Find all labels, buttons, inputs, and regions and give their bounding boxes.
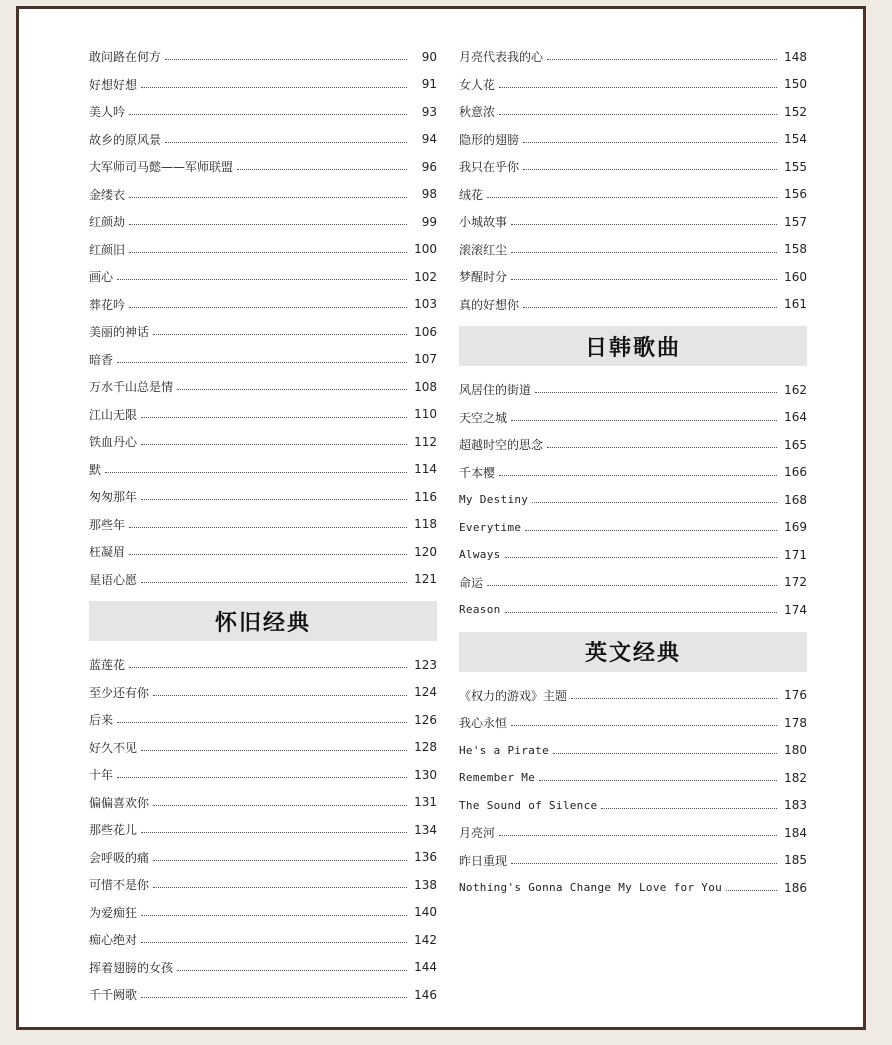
toc-entry [89, 318, 437, 346]
toc-entry-page-number: 99 [421, 214, 437, 229]
toc-entry-page-number: 158 [784, 242, 807, 257]
dot-leader [129, 224, 407, 225]
toc-entry-title: 偏偏喜欢你 [89, 795, 150, 810]
dot-leader [523, 169, 777, 170]
toc-entry-title: 好想好想 [89, 77, 138, 92]
toc-entry [89, 126, 437, 154]
toc-entry-page-number: 106 [414, 324, 437, 339]
toc-entry-page-number: 108 [414, 379, 437, 394]
dot-leader [726, 890, 777, 891]
toc-entry-page-number: 146 [414, 987, 437, 1002]
toc-entry [89, 734, 437, 762]
dot-leader [141, 832, 407, 833]
toc-entry-page-number: 152 [784, 104, 807, 119]
toc-list [459, 376, 807, 624]
dot-leader [487, 585, 777, 586]
toc-entry [89, 538, 437, 566]
dot-leader [117, 722, 407, 723]
toc-entry-title: 女人花 [459, 77, 496, 92]
toc-entry-title: 滚滚红尘 [459, 242, 508, 257]
dot-leader [153, 860, 407, 861]
toc-entry-title: 蓝莲花 [89, 658, 126, 673]
dot-leader [511, 725, 777, 726]
toc-entry [89, 153, 437, 181]
toc-entry [89, 236, 437, 264]
toc-entry [459, 792, 807, 820]
toc-entry-title: 江山无限 [89, 407, 138, 422]
toc-entry [459, 98, 807, 126]
toc-entry [89, 483, 437, 511]
toc-entry-page-number: 107 [414, 352, 437, 367]
dot-leader [505, 557, 777, 558]
dot-leader [129, 554, 407, 555]
toc-entry [459, 709, 807, 737]
toc-entry-title: 昨日重现 [459, 853, 508, 868]
toc-entry-title: 好久不见 [89, 740, 138, 755]
toc-entry-title: 天空之城 [459, 410, 508, 425]
dot-leader [141, 87, 407, 88]
toc-entry-title: 梦醒时分 [459, 270, 508, 285]
toc-entry [89, 181, 437, 209]
dot-leader [511, 224, 777, 225]
toc-entry-page-number: 164 [784, 410, 807, 425]
toc-entry-title: 会呼吸的痛 [89, 850, 150, 865]
toc-entry-page-number: 120 [414, 544, 437, 559]
toc-entry-page-number: 124 [414, 685, 437, 700]
dot-leader [237, 169, 407, 170]
toc-entry [89, 291, 437, 319]
dot-leader [141, 997, 407, 998]
toc-entry-page-number: 94 [421, 132, 437, 147]
toc-entry-title: 暗香 [89, 352, 114, 367]
toc-entry-title: 绒花 [459, 187, 484, 202]
toc-entry-page-number: 168 [784, 492, 807, 507]
toc-entry-page-number: 116 [414, 489, 437, 504]
toc-entry-page-number: 166 [784, 465, 807, 480]
page-frame [16, 6, 866, 1030]
dot-leader [129, 667, 407, 668]
toc-entry [459, 874, 807, 902]
toc-entry-page-number: 103 [414, 297, 437, 312]
toc-entry-page-number: 102 [414, 269, 437, 284]
toc-entry-page-number: 138 [414, 877, 437, 892]
toc-entry-page-number: 182 [784, 770, 807, 785]
dot-leader [499, 835, 777, 836]
toc-entry-title: 可惜不是你 [89, 878, 150, 893]
dot-leader [553, 753, 777, 754]
toc-entry-page-number: 93 [421, 104, 437, 119]
dot-leader [141, 499, 407, 500]
toc-entry [89, 71, 437, 99]
toc-entry-page-number: 100 [414, 242, 437, 257]
section-heading-nostalgia: 怀旧经典 [89, 601, 437, 641]
toc-entry-title: 我心永恒 [459, 716, 508, 731]
toc-entry-page-number: 128 [414, 740, 437, 755]
dot-leader [165, 142, 407, 143]
toc-entry-page-number: 160 [784, 269, 807, 284]
dot-leader [177, 970, 407, 971]
toc-entry-title: 万水千山总是情 [89, 380, 174, 395]
toc-entry-title: 月亮河 [459, 826, 496, 841]
dot-leader [141, 444, 407, 445]
toc-entry-title: 红颜旧 [89, 242, 126, 257]
dot-leader [105, 472, 407, 473]
toc-entry [89, 871, 437, 899]
toc-entry-page-number: 148 [784, 49, 807, 64]
toc-entry [89, 789, 437, 817]
toc-entry-title: 真的好想你 [459, 297, 520, 312]
dot-leader [487, 197, 777, 198]
toc-entry-title: 葬花吟 [89, 297, 126, 312]
toc-entry-page-number: 154 [784, 132, 807, 147]
toc-entry-title: 风居住的街道 [459, 383, 532, 398]
toc-entry [89, 401, 437, 429]
toc-entry-page-number: 165 [784, 437, 807, 452]
toc-entry-page-number: 121 [414, 572, 437, 587]
dot-leader [117, 362, 407, 363]
toc-entry-title: 画心 [89, 270, 114, 285]
toc-entry-title: 那些年 [89, 517, 126, 532]
toc-entry [89, 428, 437, 456]
toc-entry-title: Everytime [459, 520, 522, 534]
toc-entry [459, 541, 807, 569]
dot-leader [141, 942, 407, 943]
toc-entry [459, 263, 807, 291]
toc-entry [89, 706, 437, 734]
toc-entry-page-number: 176 [784, 688, 807, 703]
dot-leader [141, 750, 407, 751]
toc-entry-title: 美丽的神话 [89, 325, 150, 340]
toc-entry [89, 816, 437, 844]
toc-entry-title: 千本樱 [459, 465, 496, 480]
dot-leader [499, 475, 777, 476]
toc-entry-title: 后来 [89, 713, 114, 728]
toc-entry-title: The Sound of Silence [459, 798, 598, 812]
dot-leader [177, 389, 407, 390]
toc-entry-title: 星语心愿 [89, 572, 138, 587]
toc-entry-title: Remember Me [459, 771, 536, 785]
toc-entry-page-number: 140 [414, 905, 437, 920]
dot-leader [153, 887, 407, 888]
dot-leader [141, 417, 407, 418]
toc-entry [459, 764, 807, 792]
toc-entry [459, 376, 807, 404]
toc-entry [89, 98, 437, 126]
toc-entry-page-number: 90 [421, 49, 437, 64]
dot-leader [129, 114, 407, 115]
toc-entry [459, 126, 807, 154]
toc-entry-page-number: 123 [414, 657, 437, 672]
toc-entry [459, 682, 807, 710]
dot-leader [571, 698, 777, 699]
toc-list [459, 43, 807, 318]
toc-entry [459, 737, 807, 765]
toc-entry-title: 故乡的原风景 [89, 132, 162, 147]
toc-entry [459, 459, 807, 487]
toc-entry-title: 超越时空的思念 [459, 438, 544, 453]
toc-entry [89, 346, 437, 374]
toc-entry-page-number: 114 [414, 462, 437, 477]
dot-leader [547, 59, 777, 60]
toc-entry-page-number: 134 [414, 822, 437, 837]
dot-leader [535, 392, 777, 393]
section-heading-english: 英文经典 [459, 632, 807, 672]
toc-entry [459, 236, 807, 264]
toc-right-column [459, 43, 807, 902]
toc-entry [459, 514, 807, 542]
toc-list [89, 651, 437, 1009]
toc-entry-title: 枉凝眉 [89, 545, 126, 560]
toc-entry-page-number: 130 [414, 767, 437, 782]
dot-leader [511, 863, 777, 864]
toc-entry-page-number: 118 [414, 517, 437, 532]
toc-entry-page-number: 162 [784, 382, 807, 397]
toc-entry [89, 43, 437, 71]
toc-entry [459, 181, 807, 209]
toc-entry-title: 秋意浓 [459, 105, 496, 120]
toc-entry-title: Nothing's Gonna Change My Love for You [459, 881, 723, 895]
toc-entry [459, 486, 807, 514]
toc-entry-page-number: 150 [784, 77, 807, 92]
toc-entry-page-number: 178 [784, 715, 807, 730]
dot-leader [511, 420, 777, 421]
toc-entry-title: 命运 [459, 575, 484, 590]
toc-entry-page-number: 110 [414, 407, 437, 422]
dot-leader [547, 447, 777, 448]
toc-entry [89, 651, 437, 679]
toc-entry [89, 954, 437, 982]
toc-entry-title: 至少还有你 [89, 685, 150, 700]
dot-leader [141, 915, 407, 916]
toc-entry-title: 默 [89, 462, 102, 477]
dot-leader [165, 59, 407, 60]
toc-entry-page-number: 174 [784, 602, 807, 617]
toc-entry [459, 71, 807, 99]
toc-entry [89, 981, 437, 1009]
toc-entry-title: He's a Pirate [459, 743, 549, 757]
toc-entry-page-number: 96 [421, 159, 437, 174]
toc-entry [89, 926, 437, 954]
dot-leader [601, 808, 777, 809]
toc-entry-title: 红颜劫 [89, 215, 126, 230]
dot-leader [129, 252, 407, 253]
toc-entry [459, 847, 807, 875]
toc-entry-page-number: 180 [784, 743, 807, 758]
dot-leader [539, 780, 777, 781]
toc-entry-title: 我只在乎你 [459, 160, 520, 175]
toc-entry [89, 679, 437, 707]
dot-leader [499, 87, 777, 88]
toc-entry-title: Always [459, 548, 501, 562]
toc-entry-page-number: 112 [414, 434, 437, 449]
dot-leader [153, 334, 407, 335]
toc-entry-page-number: 126 [414, 712, 437, 727]
toc-entry-title: 月亮代表我的心 [459, 50, 544, 65]
toc-entry [89, 844, 437, 872]
toc-entry-title: My Destiny [459, 493, 529, 507]
toc-entry-page-number: 131 [414, 795, 437, 810]
toc-entry-page-number: 185 [784, 853, 807, 868]
toc-entry-page-number: 156 [784, 187, 807, 202]
toc-entry-title: 铁血丹心 [89, 435, 138, 450]
dot-leader [532, 502, 777, 503]
toc-entry-page-number: 183 [784, 798, 807, 813]
toc-entry [459, 569, 807, 597]
toc-entry-title: 千千阙歌 [89, 988, 138, 1003]
toc-entry-title: 痴心绝对 [89, 933, 138, 948]
toc-entry-title: 那些花儿 [89, 823, 138, 838]
toc-entry-page-number: 169 [784, 520, 807, 535]
dot-leader [153, 695, 407, 696]
toc-entry [89, 566, 437, 594]
toc-entry-title: 金缕衣 [89, 187, 126, 202]
toc-entry-page-number: 136 [414, 850, 437, 865]
toc-entry-page-number: 186 [784, 880, 807, 895]
dot-leader [523, 307, 777, 308]
toc-entry [459, 43, 807, 71]
toc-entry [459, 819, 807, 847]
toc-entry-title: 十年 [89, 768, 114, 783]
toc-entry [89, 899, 437, 927]
toc-entry [459, 596, 807, 624]
toc-entry-title: 敢问路在何方 [89, 50, 162, 65]
toc-list [89, 43, 437, 593]
toc-entry-title: Reason [459, 603, 501, 617]
toc-entry-page-number: 184 [784, 825, 807, 840]
toc-entry-page-number: 172 [784, 575, 807, 590]
toc-entry [459, 208, 807, 236]
toc-entry [459, 404, 807, 432]
toc-entry [89, 761, 437, 789]
dot-leader [499, 114, 777, 115]
toc-list [459, 682, 807, 902]
toc-entry [459, 431, 807, 459]
dot-leader [129, 197, 407, 198]
dot-leader [511, 252, 777, 253]
toc-entry-title: 大军师司马懿——军师联盟 [89, 160, 234, 175]
toc-entry-page-number: 91 [421, 77, 437, 92]
toc-entry-page-number: 161 [784, 297, 807, 312]
toc-entry-title: 为爱痴狂 [89, 905, 138, 920]
toc-entry-page-number: 157 [784, 214, 807, 229]
toc-entry [89, 456, 437, 484]
toc-entry [89, 511, 437, 539]
toc-entry-title: 匆匆那年 [89, 490, 138, 505]
toc-entry-page-number: 98 [421, 187, 437, 202]
dot-leader [505, 612, 777, 613]
dot-leader [153, 805, 407, 806]
toc-entry [459, 153, 807, 181]
dot-leader [129, 527, 407, 528]
toc-entry-page-number: 144 [414, 960, 437, 975]
toc-entry [89, 373, 437, 401]
dot-leader [525, 530, 777, 531]
toc-entry-title: 隐形的翅膀 [459, 132, 520, 147]
toc-entry-page-number: 155 [784, 159, 807, 174]
toc-entry [89, 263, 437, 291]
dot-leader [117, 279, 407, 280]
toc-entry-page-number: 171 [784, 547, 807, 562]
toc-entry-title: 美人吟 [89, 105, 126, 120]
toc-entry-title: 挥着翅膀的女孩 [89, 960, 174, 975]
toc-entry [459, 291, 807, 319]
toc-left-column [89, 43, 437, 1009]
dot-leader [117, 777, 407, 778]
toc-entry-page-number: 142 [414, 932, 437, 947]
dot-leader [129, 307, 407, 308]
dot-leader [511, 279, 777, 280]
toc-entry [89, 208, 437, 236]
dot-leader [523, 142, 777, 143]
section-heading-japan-korea: 日韩歌曲 [459, 326, 807, 366]
dot-leader [141, 582, 407, 583]
toc-entry-title: 小城故事 [459, 215, 508, 230]
toc-entry-title: 《权力的游戏》主题 [459, 688, 568, 703]
